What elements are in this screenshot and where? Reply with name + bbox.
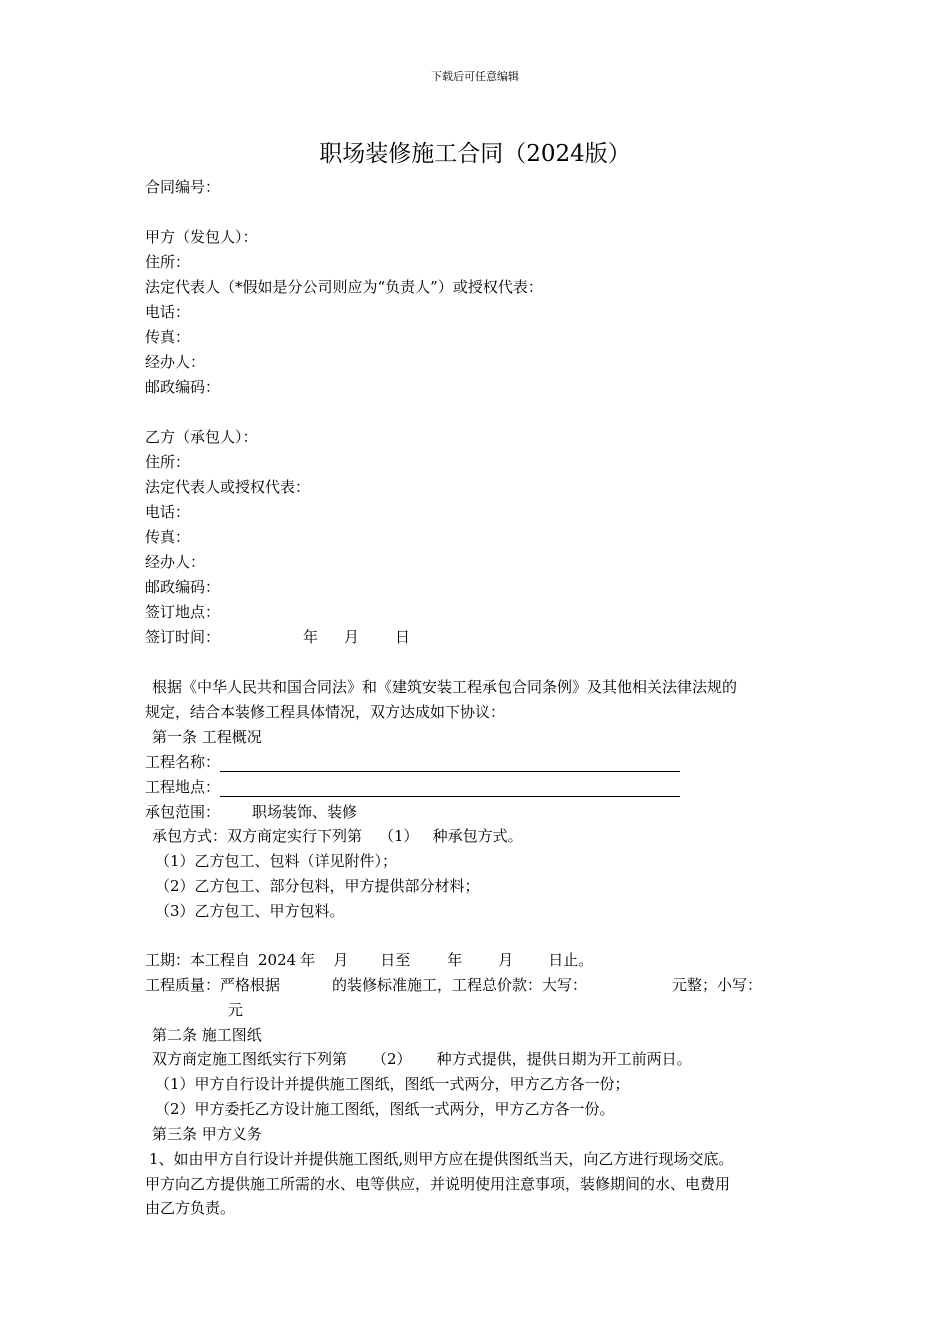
mode-option-1: （1）乙方包工、包料（详见附件）； [155,852,398,870]
period-day-to: 日至 [380,951,411,969]
contract-mode-row [152,826,523,846]
intro-line-2: 规定，结合本装修工程具体情况，双方达成如下协议： [145,703,506,721]
scope-label: 承包范围： [145,803,221,821]
project-site-label: 工程地点： [145,778,221,796]
project-name-blank [220,755,680,772]
period-end: 日止。 [548,951,594,969]
drawing-mode-number: （2） [372,1050,412,1068]
party-b-postcode: 邮政编码： [145,578,221,596]
sign-month-label: 月 [344,628,360,646]
sign-time-row [145,627,410,647]
party-a-postcode: 邮政编码： [145,378,221,396]
party-a-address: 住所： [145,253,191,271]
period-month-label: 月 [333,951,349,969]
mode-option-2: （2）乙方包工、部分包料，甲方提供部分材料； [155,877,480,895]
party-b-agent: 经办人： [145,553,206,571]
header-note: 下载后可任意编辑 [431,70,519,83]
project-name-label: 工程名称： [145,753,221,771]
party-b-rep: 法定代表人或授权代表： [145,478,311,496]
party-a-agent: 经办人： [145,353,206,371]
party-a-phone: 电话： [145,303,191,321]
contract-number: 合同编号： [145,178,221,196]
article-3-line-1: 1、如由甲方自行设计并提供施工图纸,则甲方应在提供图纸当天，向乙方进行现场交底。 [149,1150,734,1168]
quality-label: 工程质量：严格根据 [145,976,281,994]
party-a-name: 甲方（发包人）： [145,228,258,246]
quality-yuan: 元 [228,1001,244,1019]
contract-mode-label: 承包方式：双方商定实行下列第 [152,827,363,845]
drawing-option-2: （2）甲方委托乙方设计施工图纸，图纸一式两分，甲方乙方各一份。 [155,1100,615,1118]
period-year2-label: 年 [447,951,463,969]
party-a-fax: 传真： [145,328,191,346]
quality-price-label: 的装修标准施工，工程总价款：大写： [332,976,588,994]
article-3-line-3: 由乙方负责。 [145,1199,236,1217]
quality-lower-label: 元整；小写： [672,976,763,994]
project-name-row [145,752,680,772]
mode-option-3: （3）乙方包工、甲方包料。 [155,902,345,920]
article-1-heading: 第一条 工程概况 [152,728,262,746]
drawing-mode-suffix: 种方式提供，提供日期为开工前两日。 [436,1050,692,1068]
period-year-label: 年 [300,951,316,969]
scope-row [145,802,357,822]
party-b-fax: 传真： [145,528,191,546]
article-2-heading: 第二条 施工图纸 [152,1026,262,1044]
intro-line-1: 根据《中华人民共和国合同法》和《建筑安装工程承包合同条例》及其他相关法律法规的 [152,678,738,696]
quality-row [145,975,762,995]
period-month2-label: 月 [498,951,514,969]
sign-year-label: 年 [303,628,319,646]
drawing-option-1: （1）甲方自行设计并提供施工图纸，图纸一式两分，甲方乙方各一份； [155,1075,630,1093]
period-year-value: 2024 [258,951,297,969]
party-a-rep: 法定代表人（*假如是分公司则应为“负责人”）或授权代表： [145,278,543,296]
page-title: 职场装修施工合同（2024版） [319,141,631,167]
period-label: 工期：本工程自 [145,951,251,969]
article-3-line-2: 甲方向乙方提供施工所需的水、电等供应，并说明使用注意事项，装修期间的水、电费用 [145,1175,731,1193]
article-3-heading: 第三条 甲方义务 [152,1125,262,1143]
project-site-blank [220,780,680,797]
party-b-name: 乙方（承包人）： [145,428,258,446]
scope-value: 职场装饰、装修 [252,803,358,821]
party-b-phone: 电话： [145,503,191,521]
contract-mode-suffix: 种承包方式。 [432,827,523,845]
contract-mode-number: （1） [379,827,419,845]
project-site-row [145,777,680,797]
sign-time-label: 签订时间： [145,628,221,646]
sign-day-label: 日 [395,628,411,646]
drawing-mode-row [152,1049,692,1069]
drawing-mode-label: 双方商定施工图纸实行下列第 [152,1050,348,1068]
sign-place: 签订地点： [145,603,221,621]
party-b-address: 住所： [145,453,191,471]
period-row [145,950,593,970]
